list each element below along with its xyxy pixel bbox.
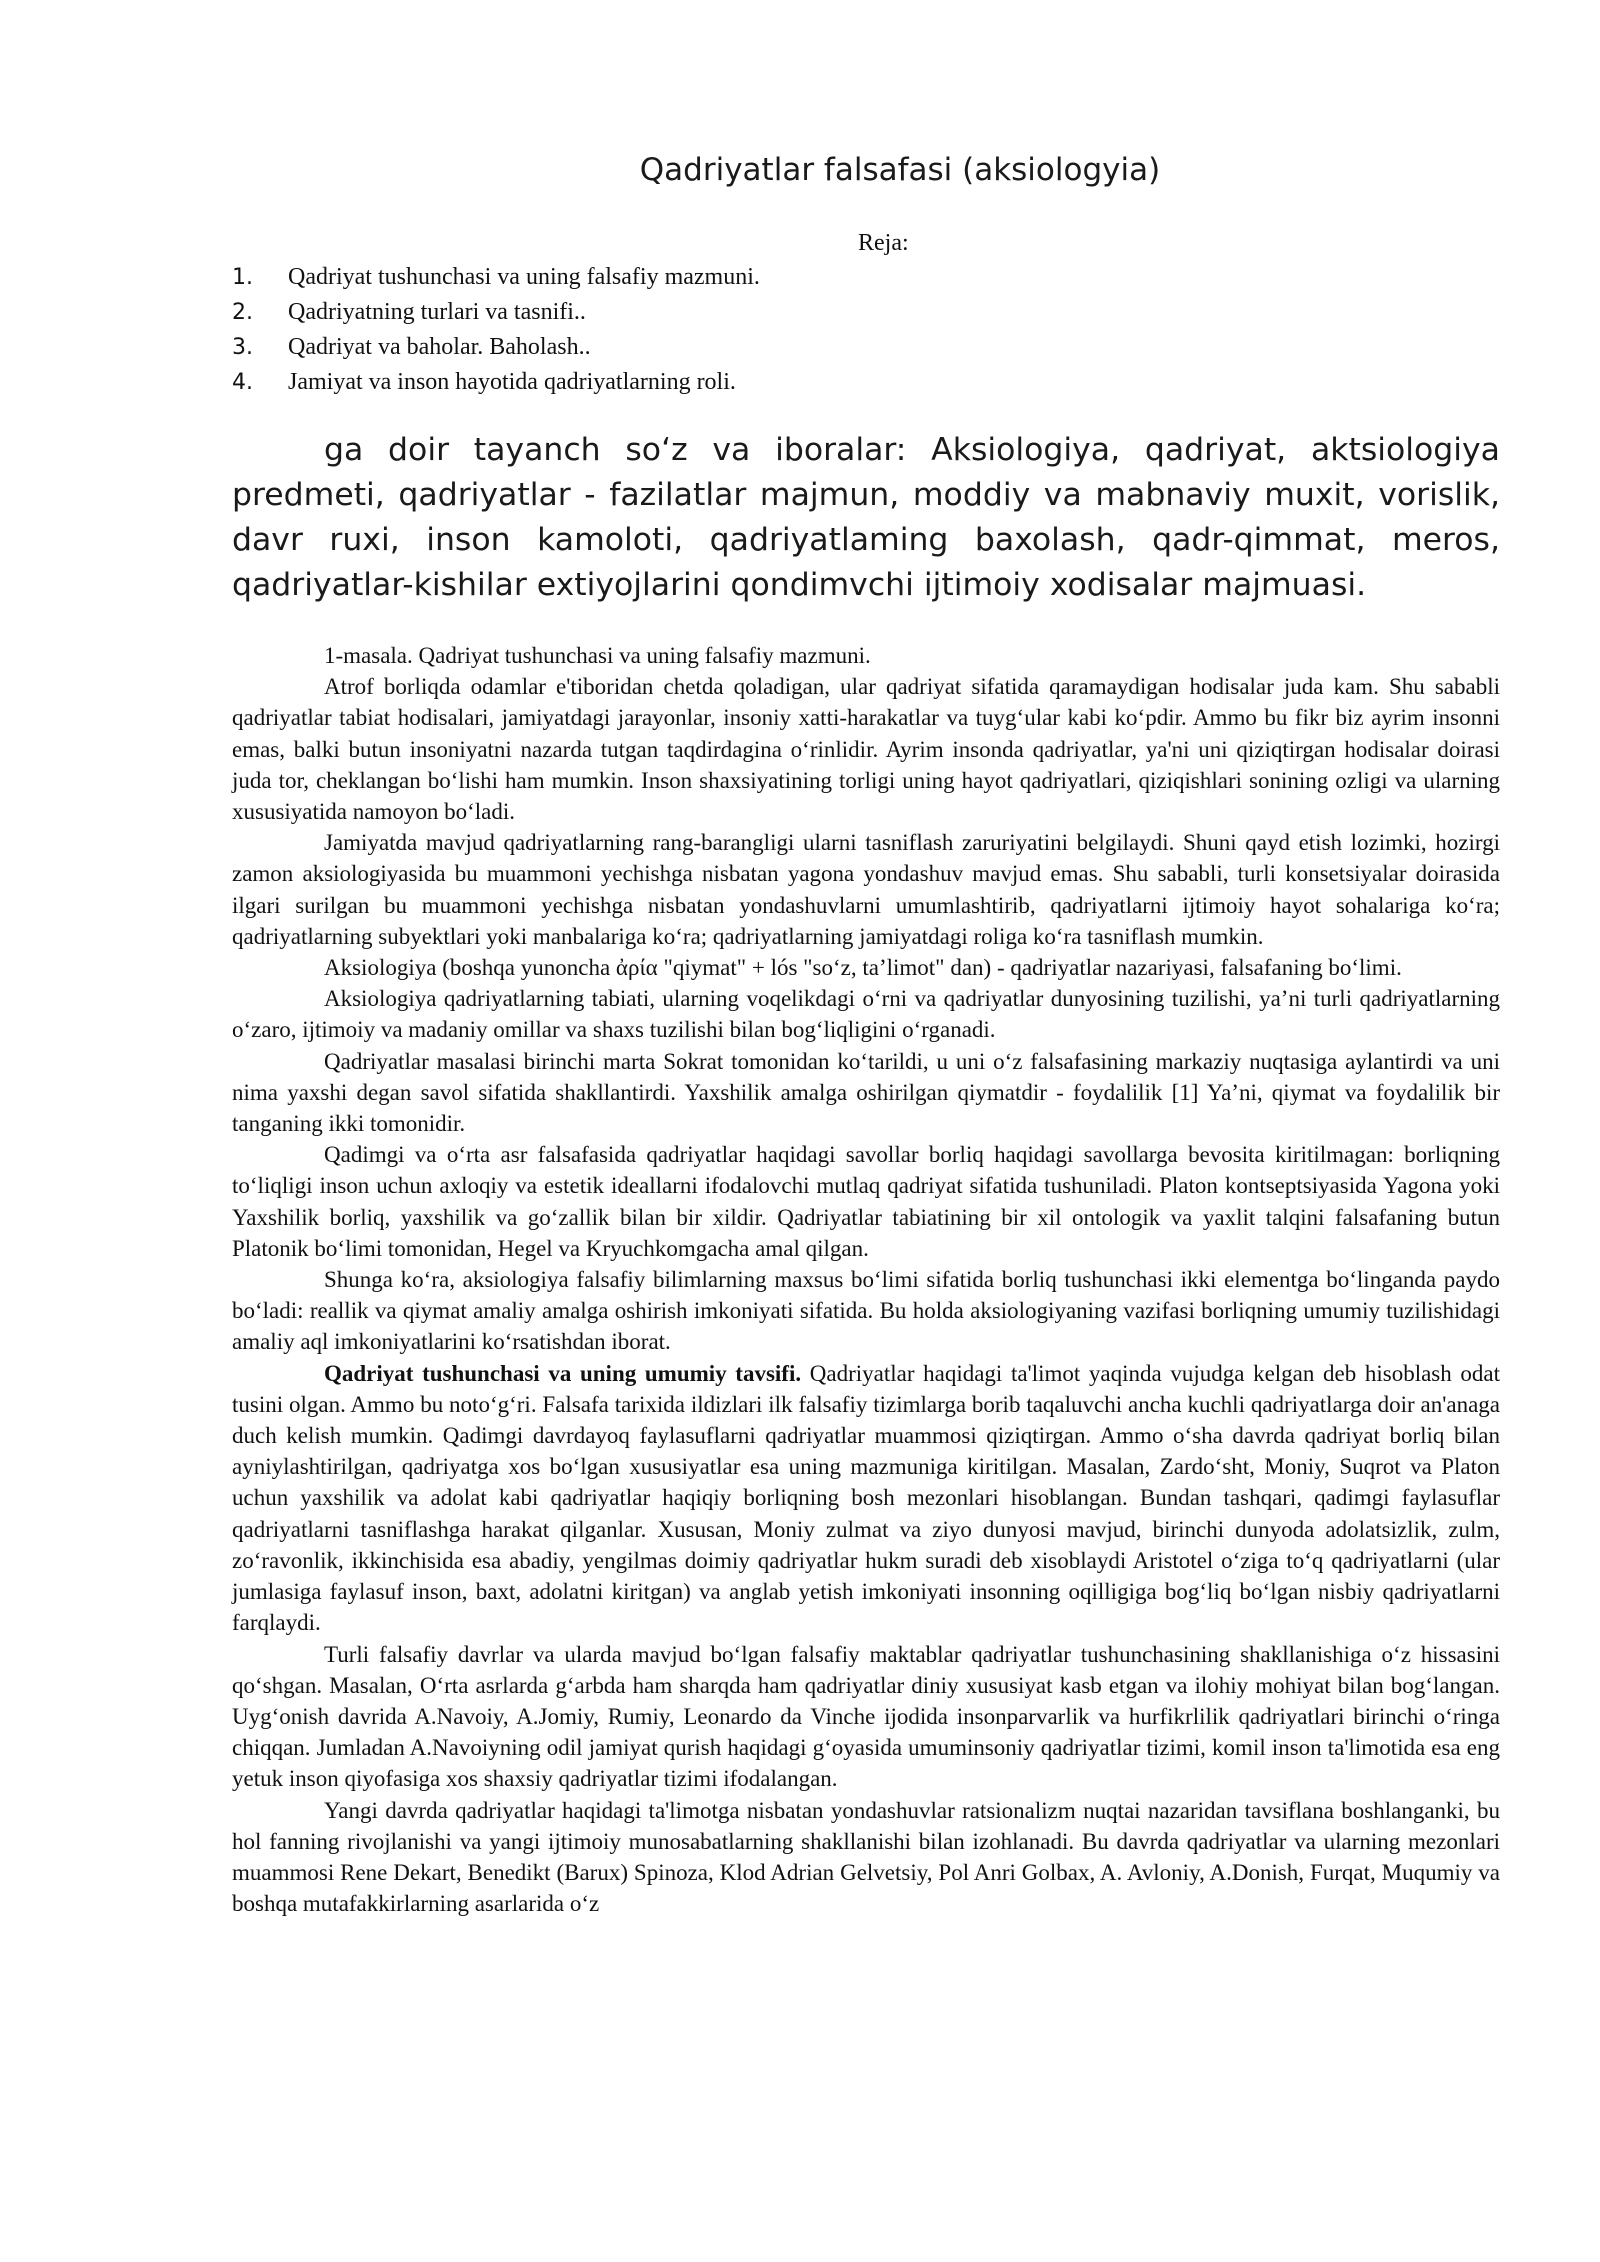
body-paragraph: Aksiologiya qadriyatlarning tabiati, ularning voqelikdagi o‘rni va qadriyatlar dunyosining tuzilishi, ya’ni turli qadriyatlarning o‘zaro, ijtimoiy va madaniy omillar va shaxs tuzilishi bilan bog‘liqligini o‘rganadi.	[232, 986, 1500, 1043]
plan-item-number: 3.	[232, 335, 253, 360]
plan-item-text: Jamiyat va inson hayotida qadriyatlarning roli.	[288, 369, 736, 395]
body-paragraph: Yangi davrda qadriyatlar haqidagi ta'limotga nisbatan yondashuvlar ratsionalizm nuqtai nazaridan tavsiflana boshlanganki, bu hol fanning rivojlanishi va yangi ijtimoiy munosabatlarning shakllanishi bilan izohlanadi. Bu davrda qadriyatlar va ularning mezonlari muammosi Rene Dekart, Benedikt (Barux) Spinoza, Klod Adrian Gelvetsiy, Pol Anri Golbax, A. Avloniy, A.Donish, Furqat, Muqumiy va boshqa mutafakkirlarning asarlarida o‘z	[232, 1797, 1500, 1917]
plan-item	[232, 260, 760, 295]
plan-item-text: Qadriyatning turlari va tasnifi..	[288, 299, 586, 325]
plan-list	[232, 260, 760, 400]
body-paragraph: Jamiyatda mavjud qadriyatlarning rang-barangligi ularni tasniflash zaruriyatini belgilaydi. Shuni qayd etish lozimki, hozirgi zamon aksiologiyasida bu muammoni yechishga nisbatan yagona yondashuv mavjud emas. Shu sababli, turli konsetsiyalar doirasida ilgari surilgan bu muammoni yechishga nisbatan yondashuvlarni umumlashtirib, qadriyatlarni ijtimoiy hayot sohalariga ko‘ra; qadriyatlarning subyektlari yoki manbalariga ko‘ra; qadriyatlarning jamiyatdagi roliga ko‘ra tasniflash mumkin.	[232, 830, 1500, 949]
plan-item-number: 1.	[232, 265, 253, 290]
plan-item-number: 2.	[232, 300, 253, 325]
plan-item-text: Qadriyat tushunchasi va uning falsafiy mazmuni.	[288, 264, 760, 290]
document-body	[232, 640, 1500, 1919]
body-paragraph: Qadriyatlar masalasi birinchi marta Sokrat tomonidan ko‘tarildi, u uni o‘z falsafasining markaziy nuqtasiga aylantirdi va uni nima yaxshi degan savol sifatida shakllantirdi. Yaxshilik amalga oshirilgan qiymatdir - foydalilik [1] Ya’ni, qiymat va foydalilik bir tanganing ikki tomonidir.	[232, 1048, 1500, 1137]
paragraph-text: Qadriyatlar haqidagi ta'limot yaqinda vujudga kelgan deb hisoblash odat tusini olgan. Ammo bu noto‘g‘ri. Falsafa tarixida ildizlari ilk falsafiy tizimlarga borib taqaluvchi ancha kuchli qadriyatlarga doir an'anaga duch kelish mumkin. Qadimgi davrdayoq faylasuflarni qadriyatlar muammosi qiziqtirgan. Ammo o‘sha davrda qadriyat borliq bilan ayniylashtirilgan, qadriyatga xos bo‘lgan xususiyatlar esa uning mazmuniga kiritilgan. Masalan, Zardo‘sht, Moniy, Suqrot va Platon uchun yaxshilik va adolat kabi qadriyatlar haqiqiy borliqning bosh mezonlari hisoblangan. Bundan tashqari, qadimgi faylasuflar qadriyatlarni tasniflashga harakat qilganlar. Xususan, Moniy zulmat va ziyo dunyosi mavjud, birinchi dunyoda adolatsizlik, zulm, zo‘ravonlik, ikkinchisida esa abadiy, yengilmas doimiy qadriyatlar hukm suradi deb xisoblaydi Aristotel o‘ziga to‘q qadriyatlarni (ular jumlasiga faylasuf inson, baxt, adolatni kiritgan) va anglab yetish imkoniyati insonning oqilligiga bog‘liq bo‘lgan nisbiy qadriyatlarni farqlaydi.	[232, 1360, 1500, 1636]
body-paragraph: Aksiologiya (boshqa yunoncha ἀρία "qiymat" + lós "so‘z, ta’limot" dan) - qadriyatlar nazariyasi, falsafaning bo‘limi.	[324, 955, 1402, 981]
plan-item-number: 4.	[232, 370, 253, 395]
keywords-paragraph: ga doir tayanch so‘z va iboralar: Aksiologiya, qadriyat, aktsiologiya predmeti, qadriyatlar - fazilatlar majmun, moddiy va mabnaviy muxit, vorislik, davr ruxi, inson kamoloti, qadriyatlaming baxolash, qadr-qimmat, meros, qadriyatlar-kishilar extiyojlarini qondimvchi ijtimoiy xodisalar majmuasi.	[232, 432, 1500, 603]
plan-item	[232, 330, 760, 365]
plan-label: Reja:	[858, 230, 909, 256]
section-heading: 1-masala. Qadriyat tushunchasi va uning falsafiy mazmuni.	[324, 643, 871, 668]
document-title: Qadriyatlar falsafasi (aksiologyia)	[639, 152, 1161, 188]
inline-bold-heading: Qadriyat tushunchasi va uning umumiy tavsifi.	[324, 1360, 802, 1386]
body-paragraph: Turli falsafiy davrlar va ularda mavjud bo‘lgan falsafiy maktablar qadriyatlar tushunchasining shakllanishiga o‘z hissasini qo‘shgan. Masalan, O‘rta asrlarda g‘arbda ham sharqda ham qadriyatlar diniy xususiyat kasb etgan va ilohiy mohiyat bilan bog‘langan. Uyg‘onish davrida A.Navoiy, A.Jomiy, Rumiy, Leonardo da Vinche ijodida insonparvarlik va hurfikrlilik qadriyatlari birinchi o‘ringa chiqqan. Jumladan A.Navoiyning odil jamiyat qurish haqidagi g‘oyasida umuminsoniy qadriyatlar tizimi, komil inson ta'limotida esa eng yetuk inson qiyofasiga xos shaxsiy qadriyatlar tizimi ifodalangan.	[232, 1641, 1500, 1792]
plan-item	[232, 295, 760, 330]
plan-item	[232, 365, 760, 400]
body-paragraph-with-heading	[232, 1358, 1500, 1639]
body-paragraph: Shunga ko‘ra, aksiologiya falsafiy bilimlarning maxsus bo‘limi sifatida borliq tushunchasi ikki elementga bo‘linganda paydo bo‘ladi: reallik va qiymat amaliy amalga oshirish imkoniyati sifatida. Bu holda aksiologiyaning vazifasi borliqning umumiy tuzilishidagi amaliy aql imkoniyatlarini ko‘rsatishdan iborat.	[232, 1267, 1500, 1355]
plan-item-text: Qadriyat va baholar. Baholash..	[288, 334, 591, 360]
body-paragraph: Atrof borliqda odamlar e'tiboridan chetda qoladigan, ular qadriyat sifatida qaramaydigan hodisalar juda kam. Shu sababli qadriyatlar tabiat hodisalari, jamiyatdagi jarayonlar, insoniy xatti-harakatlar va tuyg‘ular kabi ko‘pdir. Ammo bu fikr biz ayrim insonni emas, balki butun insoniyatni nazarda tutgan taqdirdagina o‘rinlidir. Ayrim insonda qadriyatlar, ya'ni uni qiziqtirgan hodisalar doirasi juda tor, cheklangan bo‘lishi ham mumkin. Inson shaxsiyatining torligi uning hayot qadriyatlari, qiziqishlari sonining ozligi va ularning xususiyatida namoyon bo‘ladi.	[232, 674, 1500, 825]
body-paragraph: Qadimgi va o‘rta asr falsafasida qadriyatlar haqidagi savollar borliq haqidagi savollarga bevosita kiritilmagan: borliqning to‘liqligi inson uchun axloqiy va estetik ideallarni ifodalovchi mutlaq qadriyat sifatida tushuniladi. Platon kontseptsiyasida Yagona yoki Yaxshilik borliq, yaxshilik va go‘zallik bilan bir xildir. Qadriyatlar tabiatining bir xil ontologik va yaxlit talqini falsafaning butun Platonik bo‘limi tomonidan, Hegel va Kryuchkomgacha amal qilgan.	[232, 1142, 1500, 1261]
